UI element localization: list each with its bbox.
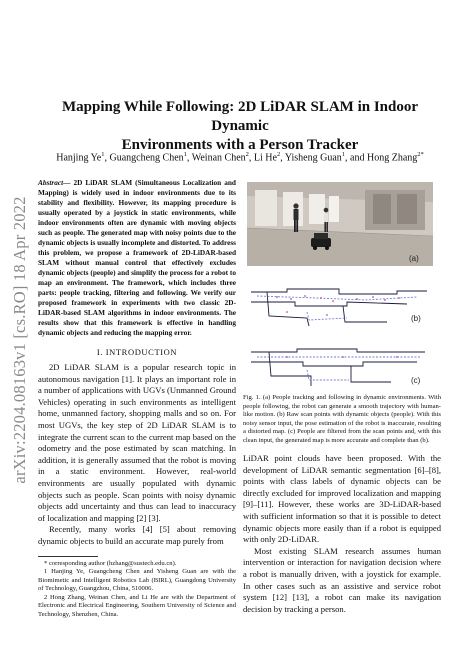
- map-filtered-panel: [247, 340, 433, 390]
- arxiv-sidebar: [9, 190, 31, 490]
- map-raw-panel: [247, 282, 433, 330]
- author-separator: ,: [280, 152, 285, 164]
- footnote-affiliation-2: 2 Hong Zhang, Weinan Chen, and Li He are with the Department of Electronic and Electrical Engineering, Southern University of Science and Technology, Shenzhen, China.: [38, 593, 236, 619]
- author-affiliation-mark: 1: [341, 151, 346, 158]
- abstract-dash: —: [63, 178, 74, 187]
- paper-title: [40, 98, 440, 155]
- author-affiliation-mark: 1: [183, 151, 187, 158]
- panel-label-c: (c): [411, 376, 421, 385]
- footnote-affiliation-1: 1 Hanjing Ye, Guangcheng Chen and Yisheng Guan are with the Biomimetic and Intelligent Robotics Lab (BIRL), Guangdong University of Technology, Guangzhou, China, 510006.: [38, 568, 236, 593]
- author-separator: ,: [104, 152, 110, 164]
- author-list: [40, 148, 440, 164]
- footnote-corresponding: * corresponding author (hzhang@sustech.edu.cn).: [44, 559, 177, 567]
- author-name: Li He: [253, 152, 277, 164]
- intro-paragraph-1: 2D LiDAR SLAM is a popular research topic in autonomous navigation [1]. It plays an important role in a number of applications with UGVs (Unmanned Ground Vehicles) operating in such environments as intelligent home, unmanned factory, shopping malls and so on. For most UGVs, the key step of 2D LiDAR SLAM is to integrate the current scan to the current map based on the odometry and the pose estimated by scan matching. In addition, it is generally assumed that the robot is moving in a static environment. However, real-world environments are usually populated with dynamic objects such as people. Scan points with noisy dynamic objects add uncertainty and thus can lead to inaccuracy of localization and mapping [2] [3].: [38, 362, 236, 523]
- title-line-2: Environments with a Person Tracker: [121, 137, 359, 153]
- author-name: Hong Zhang: [366, 152, 418, 164]
- author-separator: ,: [248, 152, 254, 164]
- figure-1: [243, 178, 441, 392]
- author-affiliation-mark: 1: [101, 151, 105, 158]
- author-name: Yisheng Guan: [284, 152, 342, 164]
- author-name: Weinan Chen: [191, 152, 246, 164]
- map-raw-illustration: [247, 282, 433, 330]
- left-column: [38, 178, 236, 620]
- author-separator: , and: [345, 152, 367, 164]
- author-affiliation-mark: 2: [276, 151, 281, 158]
- panel-label-a: (a): [409, 254, 419, 263]
- footnote-rule: [38, 556, 98, 557]
- abstract: [38, 178, 236, 338]
- right-column: [243, 178, 441, 615]
- author-affiliation-mark: 2*: [417, 151, 424, 158]
- author-name: Hanjing Ye: [56, 152, 102, 164]
- author-separator: ,: [186, 152, 192, 164]
- right-paragraph-2: Most existing SLAM research assumes human intervention or interaction for navigation decision where a robot is manually driven, with a joystick for example. In other cases such as an assistive and service robot system [12] [13], a robot can make its navigation decision by tracking a person.: [243, 545, 441, 614]
- abstract-label: Abstract: [38, 178, 64, 187]
- author-name: Guangcheng Chen: [109, 152, 184, 164]
- author-affiliation-mark: 2: [245, 151, 249, 158]
- intro-paragraph-2: Recently, many works [4] [5] about removing dynamic objects to build an accurate map purely from: [38, 524, 236, 546]
- corridor-photo: [247, 182, 433, 266]
- corridor-photo-illustration: [247, 182, 433, 266]
- title-line-1: Mapping While Following: 2D LiDAR SLAM in Indoor Dynamic: [61, 99, 419, 134]
- arxiv-id: arXiv:2204.08163v1 [cs.RO] 18 Apr 2022: [10, 196, 29, 484]
- figure-caption: Fig. 1. (a) People tracking and following in dynamic environments. With people following, the robot can generate a smooth trajectory with human-like motion. (b) Raw scan points with dynamic objects (people). With this noisy sensor input, the pose estimation of the robot is inaccurate, resulting a distorted map. (c) People are filtered from the scan points and, with this clean input, the generated map is more accurate and complete than (b).: [243, 394, 441, 444]
- panel-label-b: (b): [411, 314, 421, 323]
- map-filtered-illustration: [247, 340, 433, 390]
- abstract-text: 2D LiDAR SLAM (Simultaneous Localization and Mapping) is widely used in indoor environments due to its stability and flexibility. However, its mapping procedure is usually operated by a joystick in static environments, while indoor environments often are dynamic with moving objects such as people. The generated map with noisy points due to the dynamic objects is usually incomplete and distorted. To address this problem, we propose a framework of 2D-LiDAR-based SLAM without manual control that effectively excludes dynamic objects (people) and simplify the process for a robot to map an environment. The framework, which includes three parts: people tracking, filtering and following. We verify our proposed framework in experiments with two classic 2D-LiDAR-based SLAM algorithms in indoor environments. The results show that this framework is effective in handling dynamic objects and reducing the mapping error.: [38, 178, 236, 337]
- right-paragraph-1: LiDAR point clouds have been proposed. With the development of LiDAR semantic segmentation [6]–[8], points with class labels of dynamic objects can be directly excluded for improved localization and mapping [9]–[11]. However, these works are 3D-LiDAR-based with sufficient information so that it is possible to detect dynamic objects more easily than if a robot is equipped with only 2D-LiDAR.: [243, 453, 441, 545]
- section-heading-introduction: I. INTRODUCTION: [96, 347, 178, 357]
